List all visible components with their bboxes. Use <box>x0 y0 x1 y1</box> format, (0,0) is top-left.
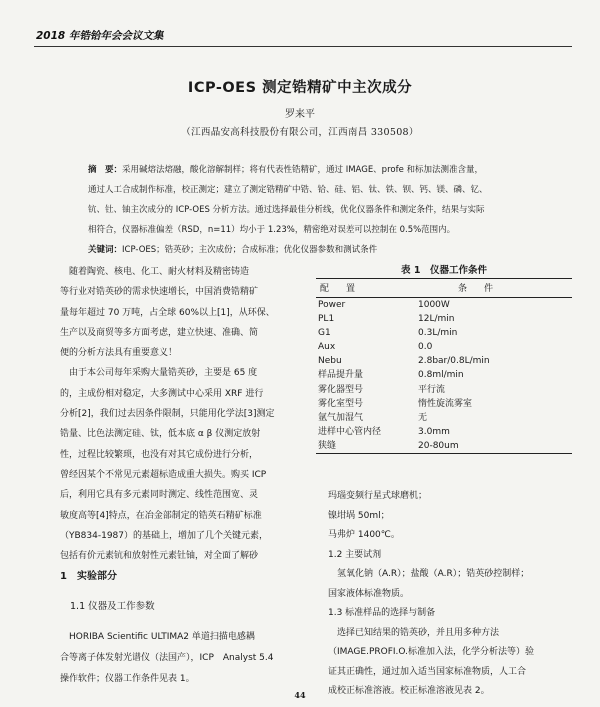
table-row <box>316 397 572 411</box>
intro-line: （YB834-1987）的基础上，增加了几个关键元素， <box>60 530 269 541</box>
table-cell-condition: 1000W <box>418 300 450 310</box>
table-cell-config: Power <box>318 300 346 310</box>
table-row <box>316 326 572 340</box>
left-column-intro <box>60 262 304 566</box>
reagents-line: 氢氧化钠（A.R）；盐酸（A.R）；锆英砂控制样； <box>328 569 530 579</box>
table-cell-condition: 20-80um <box>418 439 572 454</box>
table-row <box>316 439 572 454</box>
intro-line: 便的分析方法具有重要意义！ <box>60 348 178 359</box>
intro-line: 等行业对锆英砂的需求快速增长，中国消费锆精矿 <box>60 287 259 298</box>
abstract-line-2: 通过人工合成制作标准，校正测定；建立了测定锆精矿中锆、铪、硅、铝、钛、铁、钡、钙、镁、磷、钇、 <box>88 185 488 195</box>
standards-line: 证其正确性，通过加入适当国家标准物质，人工合 <box>328 666 527 677</box>
table-row <box>316 298 572 313</box>
instrument-line: 合等离子体发射光谱仪（法国产），ICP Analyst 5.4 <box>60 653 274 663</box>
table-body <box>316 298 572 454</box>
table-row <box>316 354 572 368</box>
intro-line: 分析[2]，我们过去因条件限制，只能用化学法[3]测定 <box>60 409 275 420</box>
abstract-line-1 <box>88 160 562 180</box>
table-row <box>316 368 572 382</box>
running-header: 2018 年锆铪年会会议文集 <box>36 30 164 42</box>
table-row <box>316 312 572 326</box>
table-row <box>316 425 572 439</box>
intro-line: 的，主成份相对稳定，大多测试中心采用 XRF 进行 <box>60 388 264 399</box>
table-cell-config: 氩气加湿气 <box>318 412 364 423</box>
table-1-title: 表 1 仪器工作条件 <box>401 265 487 276</box>
instrument-line: HORIBA Scientific ULTIMA2 单道扫描电感耦 <box>60 632 255 642</box>
standards-line: 成校正标准溶液。校正标准溶液见表 2。 <box>328 686 490 696</box>
intro-line: 量每年超过 70 万吨，占全球 60%以上[1]，从环保、 <box>60 307 275 318</box>
subsection-heading-reagents: 1.2 主要试剂 <box>328 549 382 560</box>
table-cell-condition: 0.8ml/min <box>418 370 464 381</box>
table-cell-config: G1 <box>318 328 331 339</box>
table-cell-condition: 平行流 <box>418 384 446 395</box>
table-cell-config: 雾化室型号 <box>318 398 364 409</box>
table-cell-config: PL1 <box>318 314 335 325</box>
intro-line: 生产以及商贸等多方面考虑，建立快速、准确、简 <box>60 327 259 338</box>
section-heading-experimental: 1 实验部分 <box>60 571 117 582</box>
article-title: ICP-OES 测定锆精矿中主次成分 <box>187 80 413 96</box>
standards-line: （IMAGE.PROFI.O.标准加入法，化学分析法等）验 <box>328 647 534 657</box>
equipment-line: 玛瑙变频行星式球磨机； <box>328 491 428 501</box>
intro-line: 性，过程比较繁琐，也没有对其它成份进行分析， <box>60 449 259 460</box>
column-header-condition: 条 件 <box>418 279 572 298</box>
left-column-instrument <box>60 627 304 690</box>
instrument-line: 操作软件；仪器工作条件见表 1。 <box>60 674 195 684</box>
table-cell-condition: 无 <box>418 412 428 423</box>
reagents-line: 国家液体标准物质。 <box>328 588 410 599</box>
table-cell-config: Nebu <box>318 356 342 367</box>
keywords-line <box>88 240 562 260</box>
instrument-parameters-table <box>316 278 572 454</box>
equipment-line: 镍坩埚 50ml； <box>328 510 390 521</box>
table-row <box>316 411 572 425</box>
table-cell-condition: 3.0mm <box>418 426 450 437</box>
subsection-heading-instrument: 1.1 仪器及工作参数 <box>70 601 155 612</box>
subsection-heading-standards: 1.3 标准样品的选择与制备 <box>328 608 436 618</box>
table-cell-condition: 0.3L/min <box>418 328 458 339</box>
table-cell-condition: 0.0 <box>418 342 433 353</box>
column-header-config: 配 置 <box>316 279 418 298</box>
header-rule <box>34 46 572 47</box>
abstract-line-4: 相符合，仪器标准偏差（RSD，n=11）均小于 1.23%，精密绝对误差可以控制在 0.5%范围内。 <box>88 225 456 235</box>
right-column-text <box>328 487 578 702</box>
table-cell-condition: 惰性旋流雾室 <box>418 398 473 409</box>
author-affiliation: （江西晶安高科技股份有限公司，江西南昌 330508） <box>181 127 419 138</box>
intro-line: 曾经因某个不常见元素超标造成重大损失。购买 ICP <box>60 469 267 480</box>
intro-line: 随着陶瓷、核电、化工、耐火材料及精密铸造 <box>60 267 250 277</box>
intro-line: 锆量、比色法测定硅、钛，低本底 α β 仪测定放射 <box>60 429 261 440</box>
standards-line: 选择已知结果的锆英砂，并且用多种方法 <box>328 627 500 638</box>
table-cell-config: 雾化器型号 <box>318 384 364 395</box>
table-cell-condition: 2.8bar/0.8L/min <box>418 356 490 367</box>
author-name: 罗来平 <box>285 109 315 120</box>
page-number: 44 <box>294 690 306 700</box>
abstract-label: 摘 要： <box>88 165 123 175</box>
abstract <box>88 160 562 260</box>
intro-line: 后，利用它具有多元素同时测定、线性范围宽、灵 <box>60 490 259 501</box>
table-cell-config: 狭缝 <box>316 439 418 454</box>
keywords-label: 关键词： <box>88 245 123 255</box>
keywords-text: ICP-OES；锆英砂；主次成份；合成标准；优化仪器参数和测试条件 <box>122 245 378 255</box>
table-cell-config: 样品提升量 <box>318 370 364 381</box>
equipment-line: 马弗炉 1400℃。 <box>328 530 400 540</box>
table-cell-config: Aux <box>318 342 336 353</box>
intro-line: 由于本公司每年采购大量锆英砂，主要是 65 度 <box>60 368 258 379</box>
table-cell-condition: 12L/min <box>418 314 455 325</box>
table-row <box>316 383 572 397</box>
abstract-text-1: 采用碱熔法熔融，酸化溶解制样；将有代表性锆精矿，通过 IMAGE、profe 和标加法测准含量， <box>122 165 484 175</box>
table-row <box>316 340 572 354</box>
table-cell-config: 进样中心管内径 <box>318 426 382 437</box>
table-header-row <box>316 279 572 298</box>
intro-line: 敏度高等[4]特点，在冶金部制定的锆英石精矿标准 <box>60 510 262 521</box>
intro-line: 包括有价元素钪和放射性元素钍铀，对全面了解砂 <box>60 551 259 562</box>
abstract-line-3: 钪、钍、铀主次成分的 ICP-OES 分析方法。通过选择最佳分析线，优化仪器条件和测定条件，结果与实际 <box>88 205 485 215</box>
